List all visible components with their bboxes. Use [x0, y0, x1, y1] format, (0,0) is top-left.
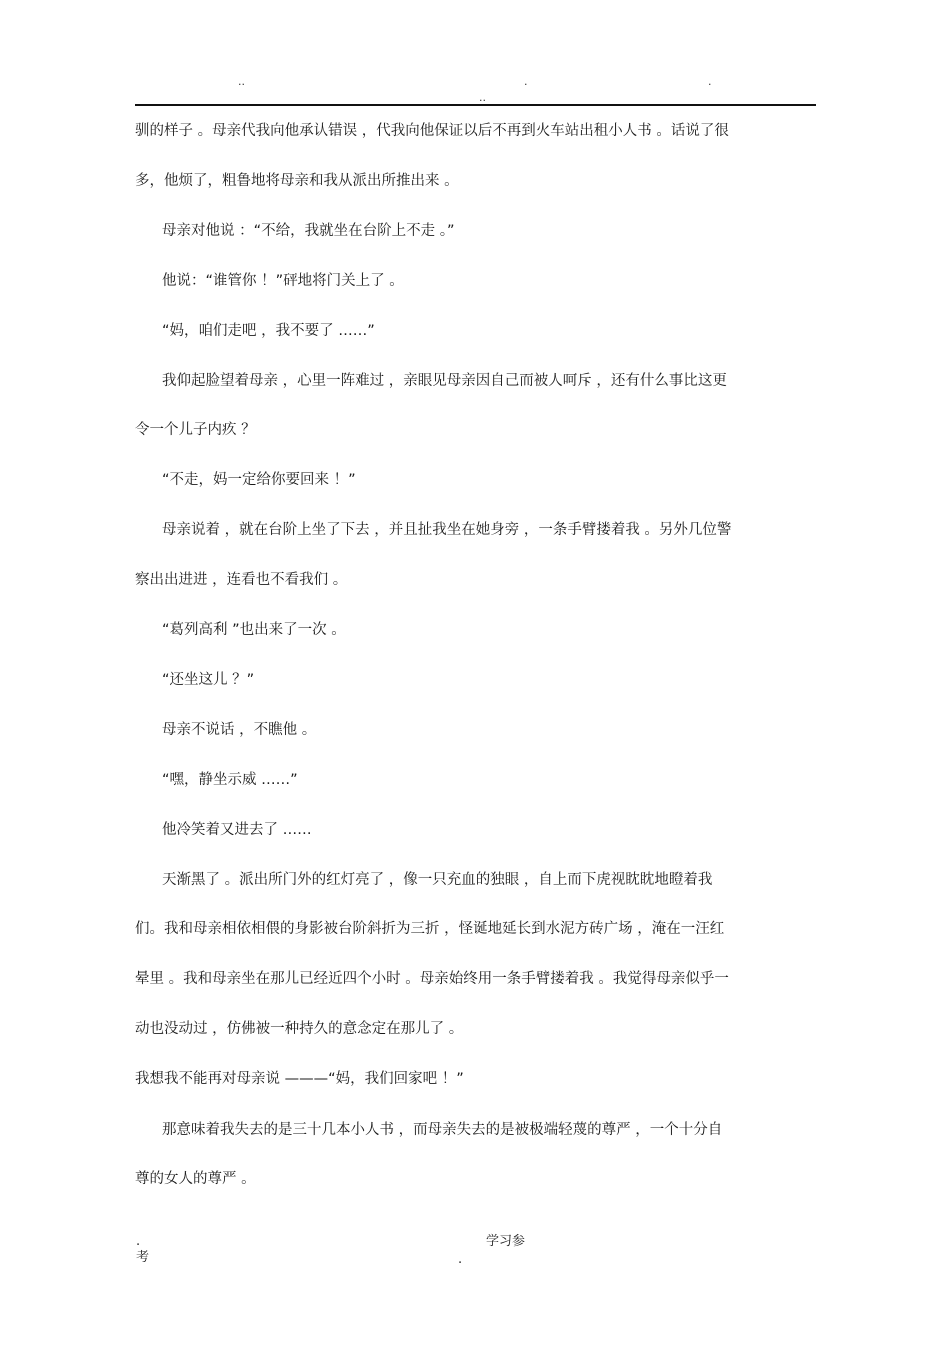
text-line: 动也没动过 ，仿佛被一种持久的意念定在那儿了 。 — [135, 1021, 464, 1037]
text-line: 那意味着我失去的是三十几本小人书 ，而母亲失去的是被极端轻蔑的尊严 ，一个十分自 — [162, 1122, 723, 1138]
footer-text: 学习参 — [486, 1234, 526, 1249]
footer-text-cont: 考 — [136, 1250, 150, 1265]
text-line: “还坐这儿 ？” — [162, 672, 255, 688]
text-line: “不走，妈一定给你要回来 ！” — [162, 472, 356, 488]
text-line: 驯的样子 。母亲代我向他承认错误 ，代我向他保证以后不再到火车站出租小人书 。话说了很 — [135, 123, 729, 139]
text-line: 天渐黑了 。派出所门外的红灯亮了 ，像一只充血的独眼 ，自上而下虎视眈眈地瞪着我 — [162, 872, 713, 888]
footer-dot: . — [458, 1252, 463, 1267]
text-line: 我想我不能再对母亲说 ———“妈，我们回家吧 ！” — [135, 1071, 464, 1087]
text-line: 尊的女人的尊严 。 — [135, 1171, 256, 1187]
header-mark: .. — [479, 91, 486, 104]
text-line: 母亲对他说 ：“不给，我就坐在台阶上不走 。” — [162, 223, 455, 239]
text-line: 他说：“谁管你 ！”砰地将门关上了 。 — [162, 273, 404, 289]
header-mark: . — [708, 75, 712, 88]
text-line: 晕里 。我和母亲坐在那儿已经近四个小时 。母亲始终用一条手臂搂着我 。我觉得母亲似乎一 — [135, 971, 729, 987]
text-line: “妈，咱们走吧 ，我不要了 ……” — [162, 323, 375, 339]
text-line: 母亲说着 ，就在台阶上坐了下去 ，并且扯我坐在她身旁 ，一条手臂搂着我 。另外几位警 — [162, 522, 732, 538]
text-line: 多，他烦了，粗鲁地将母亲和我从派出所推出来 。 — [135, 173, 459, 189]
header-rule — [135, 104, 816, 106]
text-line: “嘿，静坐示威 ……” — [162, 772, 298, 788]
text-line: 们。我和母亲相依相偎的身影被台阶斜折为三折 ，怪诞地延长到水泥方砖广场 ，淹在一汪红 — [135, 921, 725, 937]
text-line: 我仰起脸望着母亲 ，心里一阵难过 ，亲眼见母亲因自己而被人呵斥 ，还有什么事比这更 — [162, 373, 727, 389]
text-line: 他冷笑着又进去了 …… — [162, 822, 312, 838]
text-line: 母亲不说话 ，不瞧他 。 — [162, 722, 317, 738]
footer-dot: . — [136, 1234, 141, 1249]
header-mark: . — [524, 75, 528, 88]
text-line: 察出出进进 ，连看也不看我们 。 — [135, 572, 348, 588]
header-mark: .. — [238, 75, 245, 88]
text-line: “葛列高利 ”也出来了一次 。 — [162, 622, 346, 638]
text-line: 令一个儿子内疚 ？ — [135, 422, 256, 438]
